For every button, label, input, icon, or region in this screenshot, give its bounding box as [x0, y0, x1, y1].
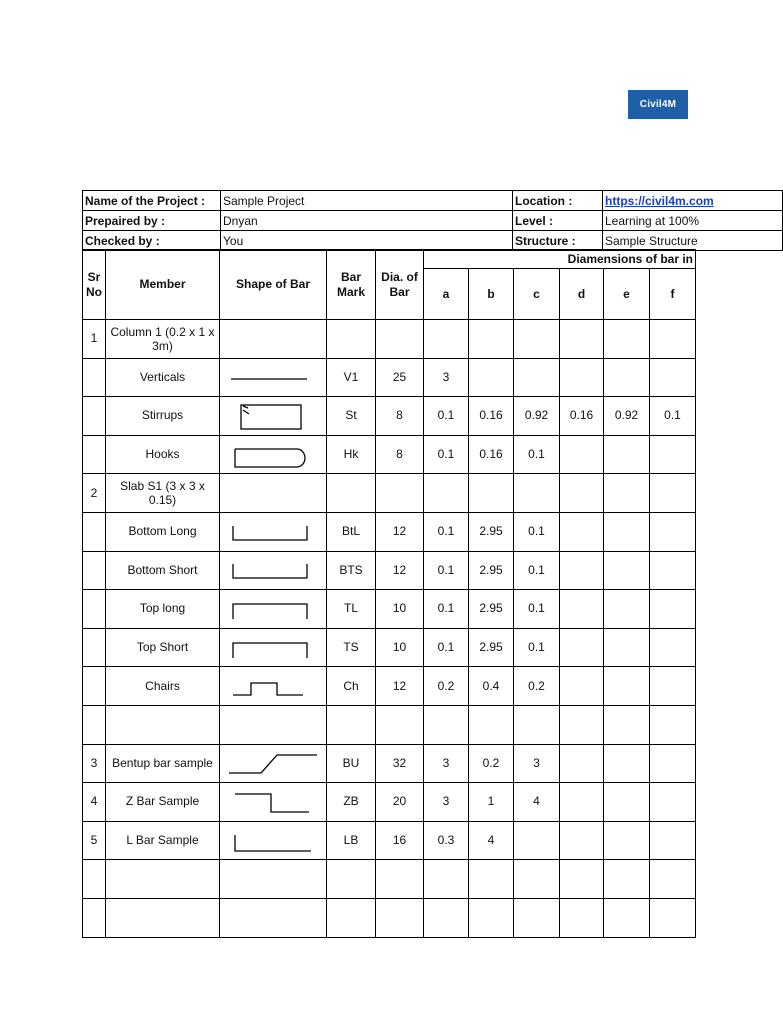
dim-e-cell[interactable]	[604, 898, 650, 937]
schedule-row	[83, 821, 696, 860]
dim-b-cell[interactable]: 4	[469, 821, 514, 860]
schedule-row	[83, 590, 696, 629]
dia-cell[interactable]: 20	[376, 783, 424, 822]
dim-b-cell[interactable]	[469, 320, 514, 359]
dim-e-cell[interactable]	[604, 628, 650, 667]
dim-d-cell[interactable]	[560, 590, 604, 629]
dia-cell[interactable]	[376, 705, 424, 744]
member-cell[interactable]: Bottom Long	[106, 512, 220, 551]
dim-c-cell[interactable]: 0.1	[514, 512, 560, 551]
project-name-value[interactable]: Sample Project	[221, 191, 513, 211]
sr-no-cell[interactable]: 4	[83, 783, 106, 822]
dim-e-cell[interactable]	[604, 821, 650, 860]
shape-cell[interactable]	[220, 435, 327, 474]
sr-no-cell[interactable]: 3	[83, 744, 106, 783]
dim-c-cell[interactable]: 0.1	[514, 435, 560, 474]
dim-b-cell[interactable]	[469, 860, 514, 899]
member-cell[interactable]	[106, 705, 220, 744]
member-cell[interactable]	[106, 898, 220, 937]
bar-bending-schedule-sheet	[82, 190, 714, 940]
dia-cell[interactable]: 16	[376, 821, 424, 860]
bar-mark-cell[interactable]: Hk	[327, 435, 376, 474]
dim-e-cell[interactable]	[604, 590, 650, 629]
schedule-row	[83, 667, 696, 706]
dim-f-cell[interactable]	[650, 744, 696, 783]
sr-no-cell[interactable]	[83, 397, 106, 436]
dim-d-cell[interactable]	[560, 898, 604, 937]
dim-a-cell[interactable]: 3	[424, 358, 469, 397]
dim-d-cell[interactable]	[560, 783, 604, 822]
dim-b-cell[interactable]	[469, 474, 514, 513]
sr-no-cell[interactable]	[83, 551, 106, 590]
dim-a-cell[interactable]	[424, 705, 469, 744]
dim-e-cell[interactable]	[604, 320, 650, 359]
bar-mark-cell[interactable]: St	[327, 397, 376, 436]
dim-b-cell[interactable]: 2.95	[469, 512, 514, 551]
bar-mark-cell[interactable]: BU	[327, 744, 376, 783]
dim-b-cell[interactable]: 1	[469, 783, 514, 822]
bar-mark-cell[interactable]	[327, 898, 376, 937]
schedule-row	[83, 474, 696, 513]
shape-cell[interactable]	[220, 397, 327, 436]
hook-bar-shape-icon	[221, 437, 325, 473]
dim-c-cell[interactable]: 0.2	[514, 667, 560, 706]
dim-f-cell[interactable]	[650, 512, 696, 551]
schedule-body	[83, 320, 696, 938]
schedule-row	[83, 435, 696, 474]
header-shape: Shape of Bar	[220, 250, 327, 320]
dim-a-cell[interactable]: 3	[424, 744, 469, 783]
schedule-row	[83, 783, 696, 822]
dim-c-cell[interactable]	[514, 821, 560, 860]
prepared-by-label: Prepaired by :	[83, 211, 221, 231]
dim-d-cell[interactable]	[560, 320, 604, 359]
dim-c-cell[interactable]	[514, 358, 560, 397]
sr-no-cell[interactable]	[83, 590, 106, 629]
info-row-checked	[83, 231, 783, 251]
location-label: Location :	[513, 191, 603, 211]
structure-label: Structure :	[513, 231, 603, 251]
schedule-row	[83, 551, 696, 590]
dim-e-cell[interactable]	[604, 435, 650, 474]
dim-d-cell[interactable]	[560, 667, 604, 706]
dim-b-cell[interactable]: 0.2	[469, 744, 514, 783]
dim-d-cell[interactable]	[560, 551, 604, 590]
member-cell[interactable]: Stirrups	[106, 397, 220, 436]
dia-cell[interactable]: 12	[376, 667, 424, 706]
sr-no-cell[interactable]	[83, 705, 106, 744]
dia-cell[interactable]	[376, 898, 424, 937]
dim-d-cell[interactable]	[560, 860, 604, 899]
dim-d-cell[interactable]	[560, 744, 604, 783]
dia-cell[interactable]	[376, 320, 424, 359]
level-value[interactable]: Learning at 100%	[603, 211, 783, 231]
dia-cell[interactable]	[376, 860, 424, 899]
dim-d-cell[interactable]	[560, 821, 604, 860]
sr-no-cell[interactable]	[83, 628, 106, 667]
member-cell[interactable]: L Bar Sample	[106, 821, 220, 860]
bar-mark-cell[interactable]	[327, 705, 376, 744]
dim-e-cell[interactable]: 0.92	[604, 397, 650, 436]
member-cell[interactable]	[106, 860, 220, 899]
header-dim-d: d	[560, 269, 604, 320]
dia-cell[interactable]: 12	[376, 551, 424, 590]
bar-mark-cell[interactable]: TS	[327, 628, 376, 667]
dim-f-cell[interactable]	[650, 590, 696, 629]
dim-a-cell[interactable]: 0.3	[424, 821, 469, 860]
dim-f-cell[interactable]	[650, 435, 696, 474]
dim-e-cell[interactable]	[604, 744, 650, 783]
dim-e-cell[interactable]	[604, 512, 650, 551]
shape-cell[interactable]	[220, 551, 327, 590]
dim-a-cell[interactable]: 0.1	[424, 512, 469, 551]
header-member: Member	[106, 250, 220, 320]
header-bar-mark: Bar Mark	[327, 250, 376, 320]
bar-mark-cell[interactable]: V1	[327, 358, 376, 397]
dim-c-cell[interactable]: 4	[514, 783, 560, 822]
project-info-table	[82, 190, 783, 251]
dim-a-cell[interactable]: 0.1	[424, 435, 469, 474]
schedule-row	[83, 358, 696, 397]
bar-mark-cell[interactable]	[327, 320, 376, 359]
sr-no-cell[interactable]	[83, 898, 106, 937]
dim-f-cell[interactable]	[650, 783, 696, 822]
sr-no-cell[interactable]	[83, 860, 106, 899]
sr-no-cell[interactable]: 5	[83, 821, 106, 860]
dia-cell[interactable]	[376, 474, 424, 513]
schedule-row	[83, 744, 696, 783]
bar-schedule-table	[82, 249, 696, 938]
dim-a-cell[interactable]: 0.2	[424, 667, 469, 706]
schedule-row	[83, 860, 696, 899]
bar-mark-cell[interactable]: TL	[327, 590, 376, 629]
shape-cell[interactable]	[220, 860, 327, 899]
bentup-bar-shape-icon	[221, 745, 325, 781]
lbar-bar-shape-icon	[221, 823, 325, 859]
schedule-row	[83, 512, 696, 551]
shape-cell[interactable]	[220, 821, 327, 860]
dim-a-cell[interactable]: 3	[424, 783, 469, 822]
member-cell[interactable]: Chairs	[106, 667, 220, 706]
schedule-row	[83, 705, 696, 744]
dim-f-cell[interactable]	[650, 628, 696, 667]
chair-bar-shape-icon	[221, 668, 325, 704]
dim-e-cell[interactable]	[604, 551, 650, 590]
dim-d-cell[interactable]	[560, 512, 604, 551]
dim-a-cell[interactable]	[424, 320, 469, 359]
zbar-bar-shape-icon	[221, 784, 325, 820]
shape-cell[interactable]	[220, 705, 327, 744]
dim-e-cell[interactable]	[604, 860, 650, 899]
dim-f-cell[interactable]	[650, 860, 696, 899]
dim-c-cell[interactable]: 0.1	[514, 590, 560, 629]
sr-no-cell[interactable]: 1	[83, 320, 106, 359]
header-dia: Dia. of Bar	[376, 250, 424, 320]
dim-c-cell[interactable]	[514, 705, 560, 744]
shape-cell[interactable]	[220, 667, 327, 706]
member-cell[interactable]: Z Bar Sample	[106, 783, 220, 822]
dim-a-cell[interactable]: 0.1	[424, 628, 469, 667]
u-down-bar-shape-icon	[221, 630, 325, 666]
dim-f-cell[interactable]	[650, 821, 696, 860]
sr-no-cell[interactable]	[83, 667, 106, 706]
shape-cell[interactable]	[220, 590, 327, 629]
dim-e-cell[interactable]	[604, 705, 650, 744]
checked-by-label: Checked by :	[83, 231, 221, 251]
dia-cell[interactable]: 10	[376, 628, 424, 667]
dia-cell[interactable]: 8	[376, 397, 424, 436]
shape-cell[interactable]	[220, 320, 327, 359]
dim-c-cell[interactable]: 0.1	[514, 628, 560, 667]
schedule-row	[83, 397, 696, 436]
dim-b-cell[interactable]: 0.16	[469, 435, 514, 474]
dia-cell[interactable]: 25	[376, 358, 424, 397]
schedule-row	[83, 628, 696, 667]
dim-a-cell[interactable]	[424, 474, 469, 513]
dia-cell[interactable]: 10	[376, 590, 424, 629]
header-dim-c: c	[514, 269, 560, 320]
dim-f-cell[interactable]: 0.1	[650, 397, 696, 436]
member-cell[interactable]: Column 1 (0.2 x 1 x 3m)	[106, 320, 220, 359]
dia-cell[interactable]: 8	[376, 435, 424, 474]
sr-no-cell[interactable]	[83, 512, 106, 551]
dim-c-cell[interactable]: 3	[514, 744, 560, 783]
dim-d-cell[interactable]: 0.16	[560, 397, 604, 436]
dim-c-cell[interactable]: 0.1	[514, 551, 560, 590]
dim-e-cell[interactable]	[604, 474, 650, 513]
dim-d-cell[interactable]	[560, 474, 604, 513]
dim-f-cell[interactable]	[650, 474, 696, 513]
member-cell[interactable]: Slab S1 (3 x 3 x 0.15)	[106, 474, 220, 513]
member-cell[interactable]: Top Short	[106, 628, 220, 667]
shape-cell[interactable]	[220, 628, 327, 667]
dim-d-cell[interactable]	[560, 435, 604, 474]
dim-a-cell[interactable]	[424, 898, 469, 937]
shape-cell[interactable]	[220, 898, 327, 937]
dim-b-cell[interactable]: 2.95	[469, 551, 514, 590]
dim-c-cell[interactable]	[514, 860, 560, 899]
member-cell[interactable]: Verticals	[106, 358, 220, 397]
dia-cell[interactable]: 12	[376, 512, 424, 551]
bar-mark-cell[interactable]	[327, 474, 376, 513]
shape-cell[interactable]	[220, 474, 327, 513]
shape-cell[interactable]	[220, 744, 327, 783]
dim-a-cell[interactable]: 0.1	[424, 397, 469, 436]
stirrup-bar-shape-icon	[221, 398, 325, 434]
header-dim-f: f	[650, 269, 696, 320]
dim-d-cell[interactable]	[560, 628, 604, 667]
shape-cell[interactable]	[220, 512, 327, 551]
dim-f-cell[interactable]	[650, 898, 696, 937]
bar-mark-cell[interactable]: LB	[327, 821, 376, 860]
schedule-row	[83, 898, 696, 937]
header-dimensions-caption: Diamensions of bar in	[424, 250, 696, 269]
member-cell[interactable]: Bottom Short	[106, 551, 220, 590]
dim-e-cell[interactable]	[604, 783, 650, 822]
dim-d-cell[interactable]	[560, 705, 604, 744]
level-label: Level :	[513, 211, 603, 231]
dim-d-cell[interactable]	[560, 358, 604, 397]
member-cell[interactable]: Hooks	[106, 435, 220, 474]
structure-value[interactable]: Sample Structure	[603, 231, 783, 251]
bar-mark-cell[interactable]	[327, 860, 376, 899]
dim-a-cell[interactable]: 0.1	[424, 590, 469, 629]
sr-no-cell[interactable]: 2	[83, 474, 106, 513]
dim-e-cell[interactable]	[604, 358, 650, 397]
location-link[interactable]: https://civil4m.com	[603, 191, 783, 211]
shape-cell[interactable]	[220, 358, 327, 397]
member-cell[interactable]: Top long	[106, 590, 220, 629]
u-down-bar-shape-icon	[221, 591, 325, 627]
dim-f-cell[interactable]	[650, 667, 696, 706]
dim-f-cell[interactable]	[650, 358, 696, 397]
header-sr-no: Sr No	[83, 250, 106, 320]
header-dim-a: a	[424, 269, 469, 320]
sr-no-cell[interactable]	[83, 435, 106, 474]
dim-b-cell[interactable]: 2.95	[469, 590, 514, 629]
info-row-project	[83, 191, 783, 211]
dim-f-cell[interactable]	[650, 320, 696, 359]
logo-text: Civil4M	[639, 99, 677, 110]
dim-b-cell[interactable]	[469, 705, 514, 744]
dim-c-cell[interactable]	[514, 474, 560, 513]
bar-mark-cell[interactable]: ZB	[327, 783, 376, 822]
dim-f-cell[interactable]	[650, 551, 696, 590]
bar-mark-cell[interactable]: BTS	[327, 551, 376, 590]
header-dim-e: e	[604, 269, 650, 320]
info-row-prepared	[83, 211, 783, 231]
dim-b-cell[interactable]: 2.95	[469, 628, 514, 667]
member-cell[interactable]: Bentup bar sample	[106, 744, 220, 783]
dim-b-cell[interactable]	[469, 358, 514, 397]
civil4m-logo	[628, 90, 688, 119]
bar-mark-cell[interactable]: Ch	[327, 667, 376, 706]
dim-c-cell[interactable]: 0.92	[514, 397, 560, 436]
header-dim-b: b	[469, 269, 514, 320]
project-name-label: Name of the Project :	[83, 191, 221, 211]
schedule-row	[83, 320, 696, 359]
dim-b-cell[interactable]: 0.16	[469, 397, 514, 436]
dim-e-cell[interactable]	[604, 667, 650, 706]
dim-b-cell[interactable]	[469, 898, 514, 937]
u-up-bar-shape-icon	[221, 514, 325, 550]
sr-no-cell[interactable]	[83, 358, 106, 397]
bar-mark-cell[interactable]: BtL	[327, 512, 376, 551]
dim-b-cell[interactable]: 0.4	[469, 667, 514, 706]
dim-a-cell[interactable]	[424, 860, 469, 899]
header-row-top	[83, 250, 696, 269]
dim-a-cell[interactable]: 0.1	[424, 551, 469, 590]
straight-bar-shape-icon	[221, 359, 325, 395]
shape-cell[interactable]	[220, 783, 327, 822]
dia-cell[interactable]: 32	[376, 744, 424, 783]
dim-c-cell[interactable]	[514, 898, 560, 937]
u-up-bar-shape-icon	[221, 552, 325, 588]
dim-c-cell[interactable]	[514, 320, 560, 359]
dim-f-cell[interactable]	[650, 705, 696, 744]
checked-by-value[interactable]: You	[221, 231, 513, 251]
prepared-by-value[interactable]: Dnyan	[221, 211, 513, 231]
